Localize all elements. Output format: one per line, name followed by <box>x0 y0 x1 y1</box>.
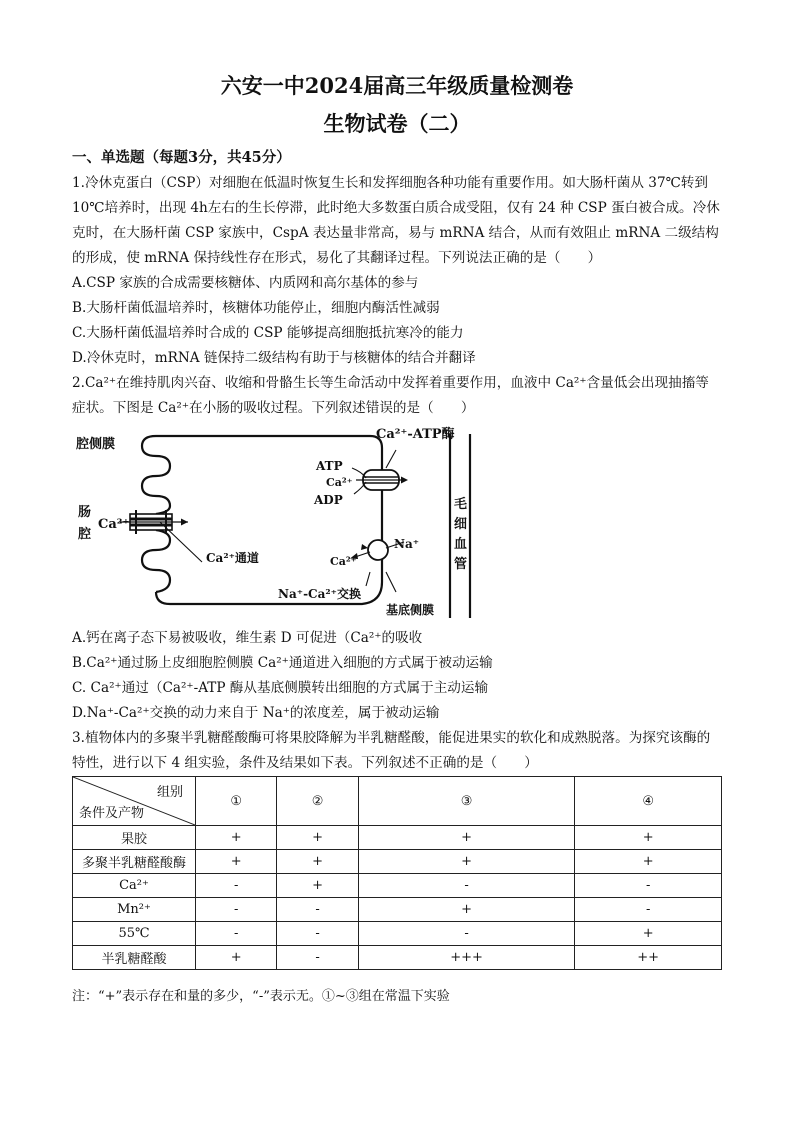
table-cell: + <box>575 826 722 850</box>
na-ca-exchanger-icon <box>368 540 388 560</box>
na-ion-label: Na⁺ <box>394 537 420 551</box>
q2-option-b: B.Ca²⁺通过肠上皮细胞腔侧膜 Ca²⁺通道进入细胞的方式属于被动运输 <box>72 655 493 671</box>
group-header: ① <box>196 777 277 826</box>
table-row <box>73 850 722 874</box>
q1-stem-line: 1.冷休克蛋白（CSP）对细胞在低温时恢复生长和发挥细胞各种功能有重要作用。如大肠杆菌从 37℃转到 <box>72 175 708 191</box>
q1-stem-line: 的形成，使 mRNA 保持线性存在形式，易化了其翻译过程。下列说法正确的是（ ） <box>72 250 602 266</box>
table-note: 注：“+”表示存在和量的多少，“-”表示无。①~③组在常温下实验 <box>72 989 450 1004</box>
q2-stem-line: 2.Ca²⁺在维持肌肉兴奋、收缩和骨骼生长等生命活动中发挥着重要作用，血液中 Ca²⁺含量低会出现抽搐等 <box>72 375 709 391</box>
table-cell: - <box>196 898 277 922</box>
row-label: Ca²⁺ <box>73 874 196 898</box>
table-cell: - <box>196 874 277 898</box>
q2-option-c: C. Ca²⁺通过（Ca²⁺-ATP 酶从基底侧膜转出细胞的方式属于主动运输 <box>72 680 489 696</box>
table-cell: + <box>196 946 277 970</box>
table-row <box>73 826 722 850</box>
lumen-membrane-label: 腔侧膜 <box>76 437 116 452</box>
table-cell: + <box>358 826 575 850</box>
experiment-table <box>72 776 722 970</box>
table-cell: ++ <box>575 946 722 970</box>
capillary-label-2: 细 <box>454 517 468 532</box>
table-cell: - <box>277 922 358 946</box>
table-cell: + <box>358 898 575 922</box>
corner-top-label: 组别 <box>156 785 183 800</box>
exchanger-label: Na⁺-Ca²⁺交换 <box>278 587 361 601</box>
table-cell: + <box>575 850 722 874</box>
table-cell: + <box>196 850 277 874</box>
q1-stem-line: 克时，在大肠杆菌 CSP 家族中，CspA 表达量非常高，易与 mRNA 结合，从而有效阻止 mRNA 二级结构 <box>72 225 719 241</box>
q2-stem-line: 症状。下图是 Ca²⁺在小肠的吸收过程。下列叙述错误的是（ ） <box>72 400 475 416</box>
table-row <box>73 922 722 946</box>
table-cell: - <box>196 922 277 946</box>
group-header: ③ <box>358 777 575 826</box>
q2-option-a: A.钙在离子态下易被吸收，维生素 D 可促进（Ca²⁺的吸收 <box>72 630 423 646</box>
table-header-row <box>73 777 722 826</box>
capillary-label-1: 毛 <box>454 497 468 512</box>
row-label: 多聚半乳糖醛酸酶 <box>73 850 196 874</box>
table-cell: + <box>277 850 358 874</box>
adp-label: ADP <box>314 493 343 507</box>
table-cell: - <box>358 874 575 898</box>
q1-stem-line: 10℃培养时，出现 4h左右的生长停滞，此时绝大多数蛋白质合成受阻，仅有 24 种 CSP 蛋白被合成。冷休 <box>72 200 720 216</box>
capillary-label-4: 管 <box>454 557 468 572</box>
table-cell: - <box>358 922 575 946</box>
table-cell: +++ <box>358 946 575 970</box>
q3-stem-line: 3.植物体内的多聚半乳糖醛酸酶可将果胶降解为半乳糖醛酸，能促进果实的软化和成熟脱落。为探究该酶的 <box>72 730 711 746</box>
table-cell: - <box>277 898 358 922</box>
q3-stem-line: 特性，进行以下 4 组实验，条件及结果如下表。下列叙述不正确的是（ ） <box>72 755 538 771</box>
corner-bottom-label: 条件及产物 <box>79 806 145 821</box>
row-label: 半乳糖醛酸 <box>73 946 196 970</box>
ca-atpase-label: Ca²⁺-ATP酶 <box>376 427 455 442</box>
q1-option-a: A.CSP 家族的合成需要核糖体、内质网和高尔基体的参与 <box>72 275 419 291</box>
table-cell: - <box>277 946 358 970</box>
table-corner-cell <box>73 777 196 826</box>
section-heading: 一、单选题（每题3分，共45分） <box>72 149 291 166</box>
table-cell: + <box>575 922 722 946</box>
ca-ion-label-pump: Ca²⁺ <box>326 476 353 489</box>
q2-option-d: D.Na⁺-Ca²⁺交换的动力来自于 Na⁺的浓度差，属于被动运输 <box>72 705 440 721</box>
table-cell: + <box>358 850 575 874</box>
ca-channel-label: Ca²⁺通道 <box>206 551 259 565</box>
atp-label: ATP <box>316 459 343 473</box>
capillary-label-3: 血 <box>454 537 468 552</box>
q1-option-b: B.大肠杆菌低温培养时，核糖体功能停止，细胞内酶活性减弱 <box>72 300 440 316</box>
intestine-label-2: 腔 <box>78 527 92 542</box>
table-cell: + <box>277 874 358 898</box>
ca-ion-label-lumen: Ca²⁺ <box>98 517 130 532</box>
table-cell: - <box>575 874 722 898</box>
table-row <box>73 946 722 970</box>
calcium-absorption-diagram <box>70 422 490 622</box>
table-row <box>73 898 722 922</box>
intestine-label-1: 肠 <box>78 505 92 520</box>
basal-membrane-label: 基底侧膜 <box>386 603 435 617</box>
table-cell: - <box>575 898 722 922</box>
table-row <box>73 874 722 898</box>
q1-option-d: D.冷休克时，mRNA 链保持二级结构有助于与核糖体的结合并翻译 <box>72 350 476 366</box>
table-cell: + <box>196 826 277 850</box>
ca-ion-label-exchanger: Ca²⁺ <box>330 555 357 568</box>
row-label: Mn²⁺ <box>73 898 196 922</box>
row-label: 55℃ <box>73 922 196 946</box>
row-label: 果胶 <box>73 826 196 850</box>
group-header: ② <box>277 777 358 826</box>
school-title: 六安一中2024届高三年级质量检测卷 <box>220 73 574 98</box>
q1-option-c: C.大肠杆菌低温培养时合成的 CSP 能够提高细胞抵抗寒冷的能力 <box>72 325 464 341</box>
table-cell: + <box>277 826 358 850</box>
group-header: ④ <box>575 777 722 826</box>
paper-title: 生物试卷（二） <box>323 111 471 136</box>
